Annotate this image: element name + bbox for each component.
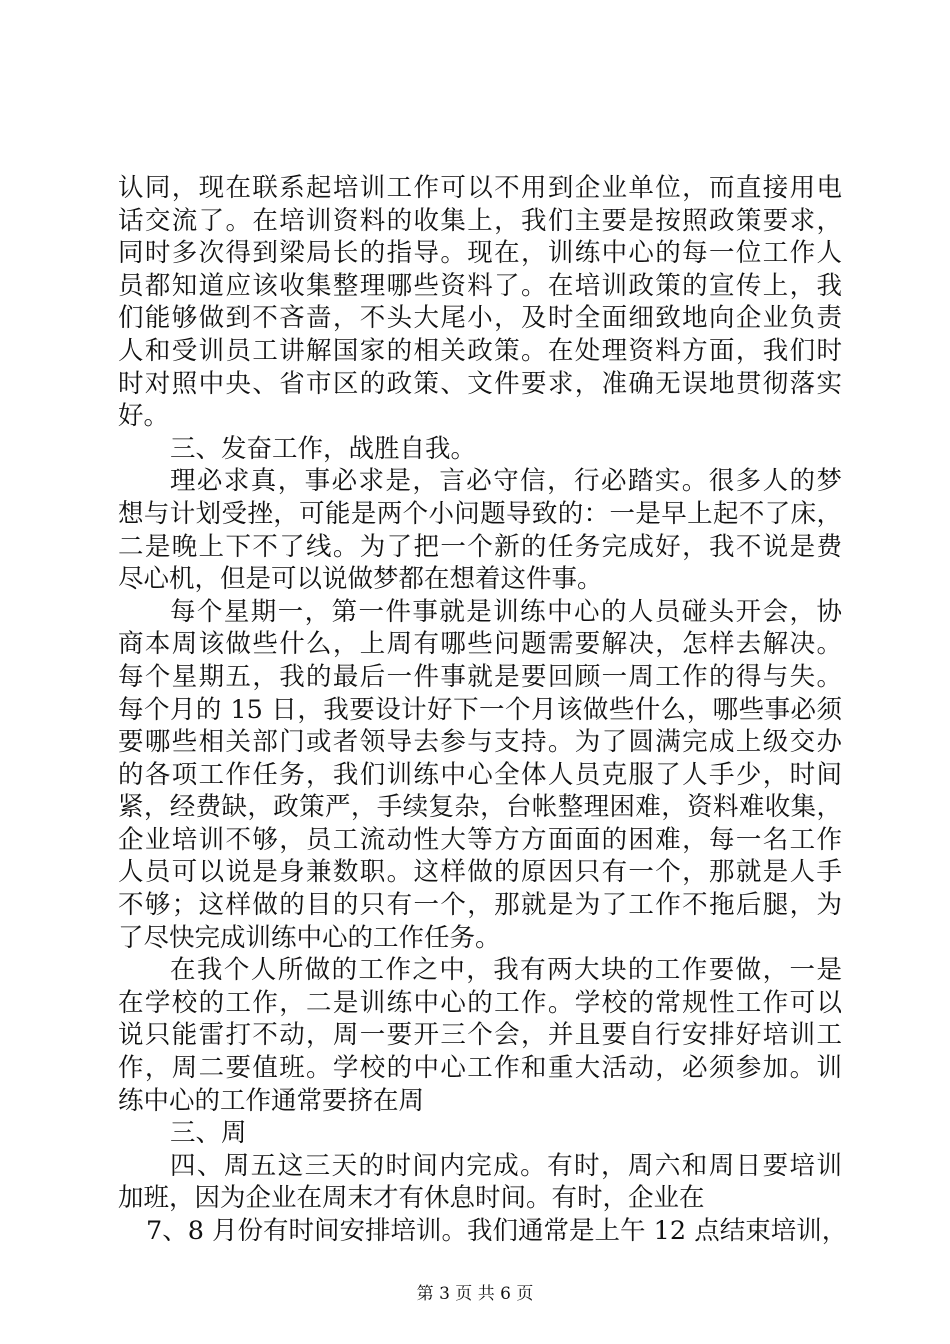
body-line: 人和受训员工讲解国家的相关政策。在处理资料方面，我们时	[118, 335, 842, 366]
body-line: 不够；这样做的目的只有一个，那就是为了工作不拖后腿，为	[118, 890, 842, 921]
body-line: 紧，经费缺，政策严，手续复杂，台帐整理困难，资料难收集，	[118, 792, 842, 823]
body-line: 人员可以说是身兼数职。这样做的原因只有一个，那就是人手	[118, 857, 842, 888]
body-line: 好。	[118, 401, 170, 432]
body-line: 加班，因为企业在周末才有休息时间。有时，企业在	[118, 1183, 705, 1214]
body-line: 时对照中央、省市区的政策、文件要求，准确无误地贯彻落实	[118, 368, 842, 399]
body-line: 要哪些相关部门或者领导去参与支持。为了圆满完成上级交办	[118, 727, 842, 758]
body-line: 了尽快完成训练中心的工作任务。	[118, 922, 501, 953]
body-line: 商本周该做些什么，上周有哪些问题需要解决，怎样去解决。	[118, 629, 842, 660]
document-body	[118, 172, 848, 1248]
body-line: 在我个人所做的工作之中，我有两大块的工作要做，一是	[170, 955, 842, 986]
body-line: 企业培训不够，员工流动性大等方方面面的困难，每一名工作	[118, 824, 842, 855]
body-line: 的各项工作任务，我们训练中心全体人员克服了人手少，时间	[118, 759, 842, 790]
body-line: 三、周	[170, 1118, 247, 1149]
page-number-footer: 第 3 页 共 6 页	[416, 1284, 534, 1304]
body-line: 每个月的 15 日，我要设计好下一个月该做些什么，哪些事必须	[118, 694, 842, 725]
body-line: 想与计划受挫，可能是两个小问题导致的：一是早上起不了床，	[118, 498, 842, 529]
body-line: 每个星期一，第一件事就是训练中心的人员碰头开会，协	[170, 596, 842, 627]
body-line: 在学校的工作，二是训练中心的工作。学校的常规性工作可以	[118, 987, 842, 1018]
body-line: 每个星期五，我的最后一件事就是要回顾一周工作的得与失。	[118, 661, 842, 692]
section-heading: 三、发奋工作，战胜自我。	[170, 433, 477, 464]
body-line: 员都知道应该收集整理哪些资料了。在培训政策的宣传上，我	[118, 270, 842, 301]
body-line: 尽心机，但是可以说做梦都在想着这件事。	[118, 564, 603, 595]
body-line: 们能够做到不吝啬，不头大尾小，及时全面细致地向企业负责	[118, 303, 842, 334]
body-line: 四、周五这三天的时间内完成。有时，周六和周日要培训	[170, 1150, 842, 1181]
body-line: 理必求真，事必求是，言必守信，行必踏实。很多人的梦	[170, 466, 842, 497]
body-line: 说只能雷打不动，周一要开三个会，并且要自行安排好培训工	[118, 1020, 842, 1051]
body-line: 同时多次得到梁局长的指导。现在，训练中心的每一位工作人	[118, 238, 842, 269]
body-line: 二是晚上下不了线。为了把一个新的任务完成好，我不说是费	[118, 531, 842, 562]
body-line: 作，周二要值班。学校的中心工作和重大活动，必须参加。训	[118, 1053, 842, 1084]
body-line: 认同，现在联系起培训工作可以不用到企业单位，而直接用电	[118, 173, 842, 203]
body-line: 练中心的工作通常要挤在周	[118, 1085, 425, 1116]
body-line: 7、8 月份有时间安排培训。我们通常是上午 12 点结束培训，	[146, 1216, 848, 1246]
body-line: 话交流了。在培训资料的收集上，我们主要是按照政策要求，	[118, 205, 842, 236]
